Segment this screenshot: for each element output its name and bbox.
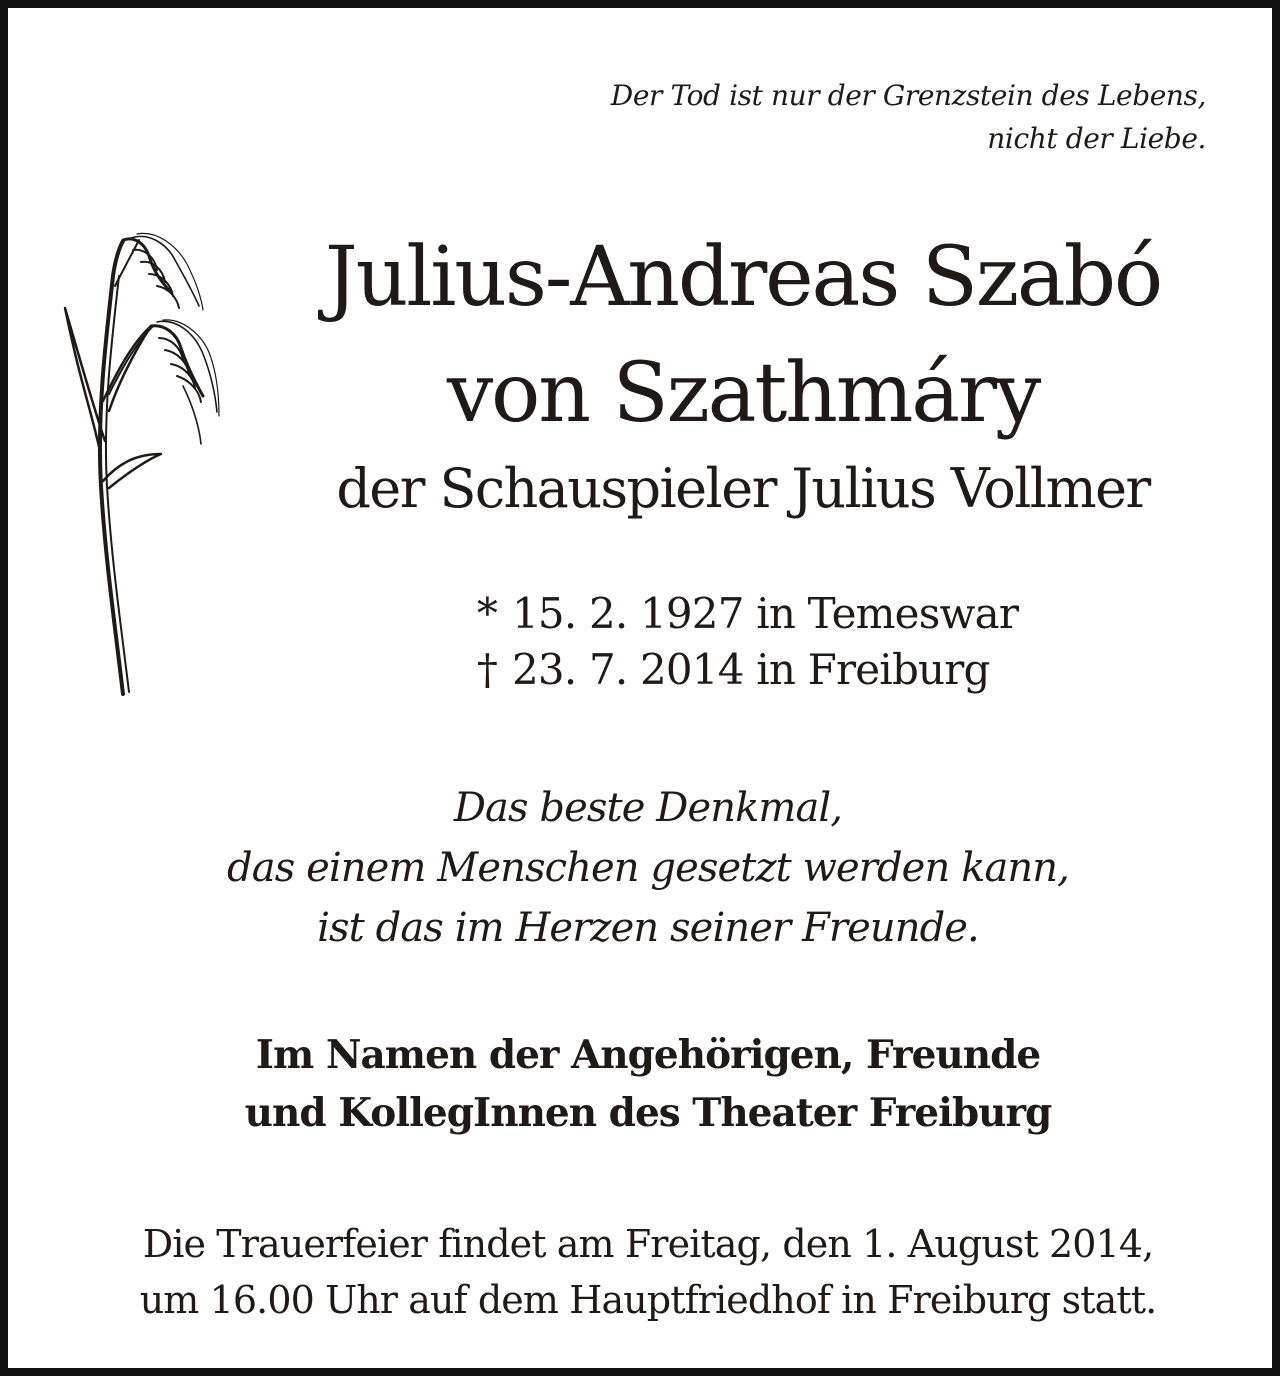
- wheat-stalk-icon: [53, 226, 228, 701]
- funeral-announcement: [98, 1216, 1198, 1328]
- funeral-line-1: Die Trauerfeier findet am Freitag, den 1. August 2014,: [142, 1222, 1154, 1266]
- funeral-line-2: um 16.00 Uhr auf dem Hauptfriedhof in Freiburg statt.: [139, 1278, 1157, 1322]
- mourners-signature: [148, 1026, 1148, 1142]
- birth-date-row: [462, 586, 1018, 642]
- birth-date: 15. 2. 1927 in Temeswar: [512, 589, 1019, 638]
- deceased-name-line-1: Julius-Andreas Szabó: [324, 230, 1162, 325]
- motto-line-2: nicht der Liebe.: [987, 122, 1206, 155]
- memorial-quote: [148, 778, 1148, 958]
- quote-line-2: das einem Menschen gesetzt werden kann,: [227, 845, 1069, 891]
- signers-line-2: und KollegInnen des Theater Freiburg: [244, 1090, 1052, 1136]
- death-date: 23. 7. 2014 in Freiburg: [512, 645, 990, 694]
- death-cross-icon: †: [476, 645, 498, 694]
- death-date-row: [462, 642, 1018, 698]
- motto-quote: [506, 74, 1206, 160]
- signers-line-1: Im Namen der Angehörigen, Freunde: [255, 1032, 1041, 1078]
- life-dates: [462, 586, 1018, 698]
- quote-line-1: Das beste Denkmal,: [453, 785, 843, 831]
- motto-line-1: Der Tod ist nur der Grenzstein des Lebens,: [610, 79, 1206, 112]
- birth-star-icon: *: [476, 589, 498, 638]
- stage-name: der Schauspieler Julius Vollmer: [336, 457, 1150, 520]
- deceased-name-line-2: von Szathmáry: [446, 346, 1040, 441]
- quote-line-3: ist das im Herzen seiner Freunde.: [317, 905, 979, 951]
- deceased-name-block: [248, 220, 1238, 520]
